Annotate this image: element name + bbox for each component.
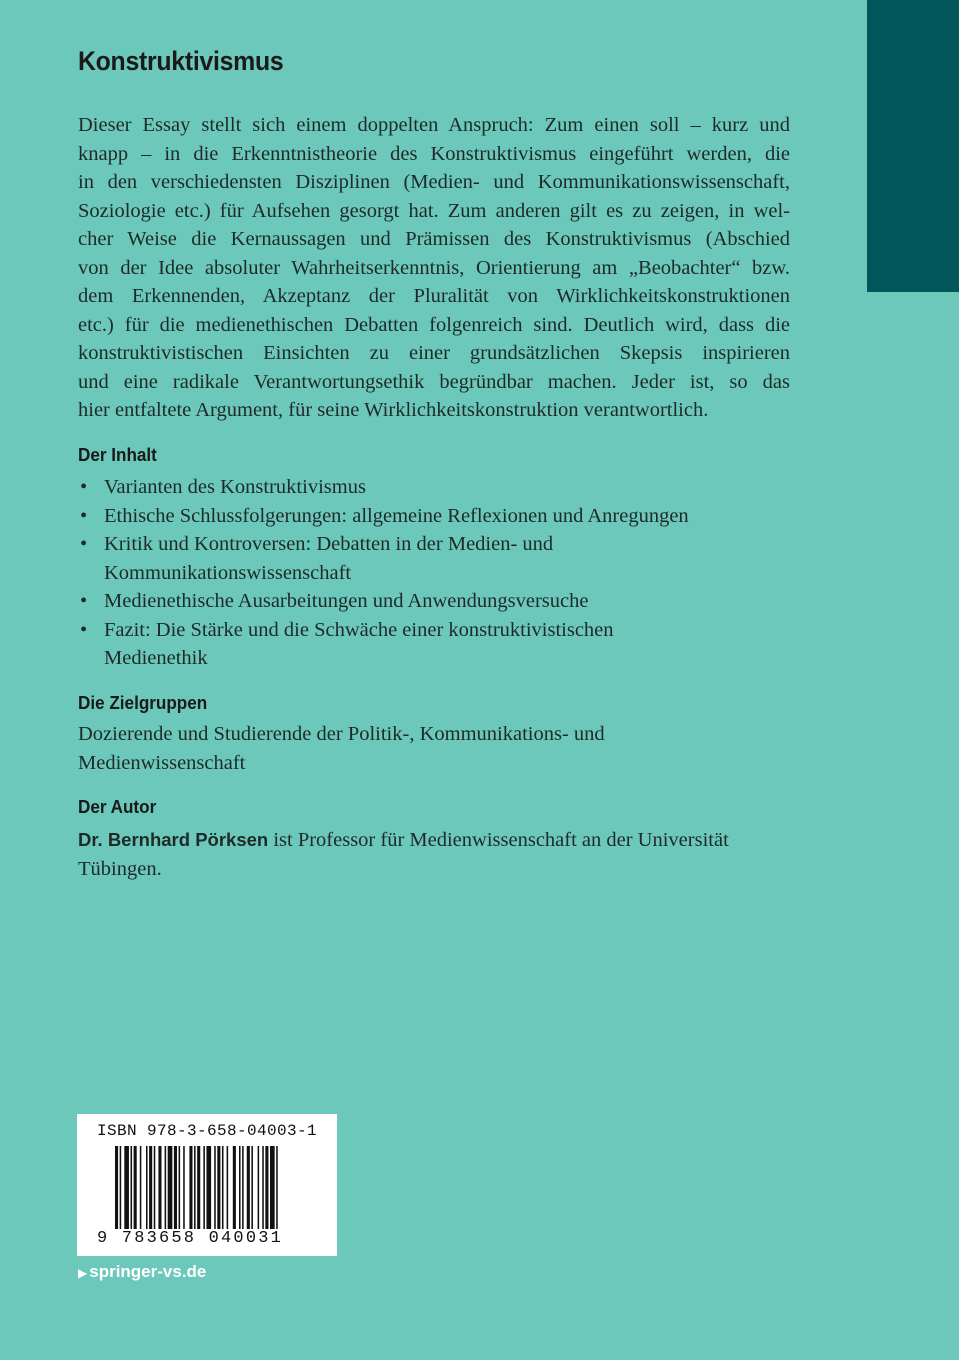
intro-line: cher Weise die Kernaussagen und Prämissen des Konstruktivismus (Abschied bbox=[78, 228, 790, 250]
author-name: Dr. Bernhard Pörksen bbox=[78, 829, 269, 850]
book-title: Konstruktivismus bbox=[78, 46, 284, 76]
arrow-right-icon: ▶ bbox=[78, 1266, 88, 1280]
intro-line: konstruktivistischen Einsichten zu einer grundsätzlichen Skepsis inspirieren bbox=[78, 342, 790, 364]
bullet-icon: • bbox=[80, 504, 88, 527]
intro-line: von der Idee absoluter Wahrheitserkenntnis, Orientierung am „Beobachter“ bzw. bbox=[78, 256, 790, 279]
inhalt-list bbox=[78, 473, 689, 673]
intro-line: Soziologie etc.) für Aufsehen gesorgt hat. Zum anderen gilt es zu zeigen, in wel- bbox=[78, 199, 790, 222]
list-item: • Kritik und Kontroversen: Debatten in der Medien- und Kommunikationswissenschaft bbox=[78, 530, 689, 587]
inhalt-heading: Der Inhalt bbox=[78, 445, 157, 465]
intro-line: Dieser Essay stellt sich einem doppelten Anspruch: Zum einen soll – kurz und bbox=[78, 114, 790, 136]
intro-line: knapp – in die Erkenntnistheorie des Konstruktivismus eingeführt werden, die bbox=[78, 142, 790, 165]
barcode-icon bbox=[115, 1146, 321, 1238]
bullet-icon: • bbox=[80, 533, 88, 555]
autor-text bbox=[78, 826, 729, 883]
intro-line: dem Erkennenden, Akzeptanz der Pluralität von Wirklichkeitskonstruktionen bbox=[78, 285, 790, 307]
intro-paragraph bbox=[78, 111, 790, 425]
zielgruppen-heading: Die Zielgruppen bbox=[78, 693, 208, 713]
bullet-icon: • bbox=[80, 618, 88, 641]
list-item: • Medienethische Ausarbeitungen und Anwendungsversuche bbox=[78, 587, 689, 616]
publisher-link-label: springer-vs.de bbox=[89, 1262, 207, 1281]
list-item: • Ethische Schlussfolgerungen: allgemeine Reflexionen und Anregungen bbox=[78, 502, 689, 531]
author-bio: ist Professor für Medienwissenschaft an der Universität bbox=[268, 829, 729, 851]
autor-heading: Der Autor bbox=[78, 797, 157, 817]
isbn-text: ISBN 978-3-658-04003-1 bbox=[97, 1122, 318, 1140]
intro-line: in den verschiedensten Disziplinen (Medien- und Kommunikationswissenschaft, bbox=[78, 171, 790, 193]
publisher-link[interactable] bbox=[78, 1262, 206, 1282]
bullet-icon: • bbox=[80, 476, 88, 498]
intro-line: und eine radikale Verantwortungsethik begründbar machen. Jeder ist, so das bbox=[78, 370, 790, 393]
zielgruppen-text: Dozierende und Studierende der Politik-, Kommunikations- und Medienwissenschaft bbox=[78, 723, 605, 774]
intro-line: hier entfaltete Argument, für seine Wirklichkeitskonstruktion verantwortlich. bbox=[78, 399, 709, 421]
bullet-icon: • bbox=[80, 590, 88, 612]
intro-line: etc.) für die medienethischen Debatten folgenreich sind. Deutlich wird, dass die bbox=[78, 313, 790, 336]
barcode-box bbox=[77, 1114, 337, 1256]
accent-block bbox=[867, 0, 959, 292]
author-bio-continued: Tübingen. bbox=[78, 857, 162, 880]
list-item: • Fazit: Die Stärke und die Schwäche einer konstruktivistischen Medienethik bbox=[78, 616, 689, 673]
ean-digits: 9 783658 040031 bbox=[97, 1229, 284, 1248]
list-item: • Varianten des Konstruktivismus bbox=[78, 473, 689, 502]
